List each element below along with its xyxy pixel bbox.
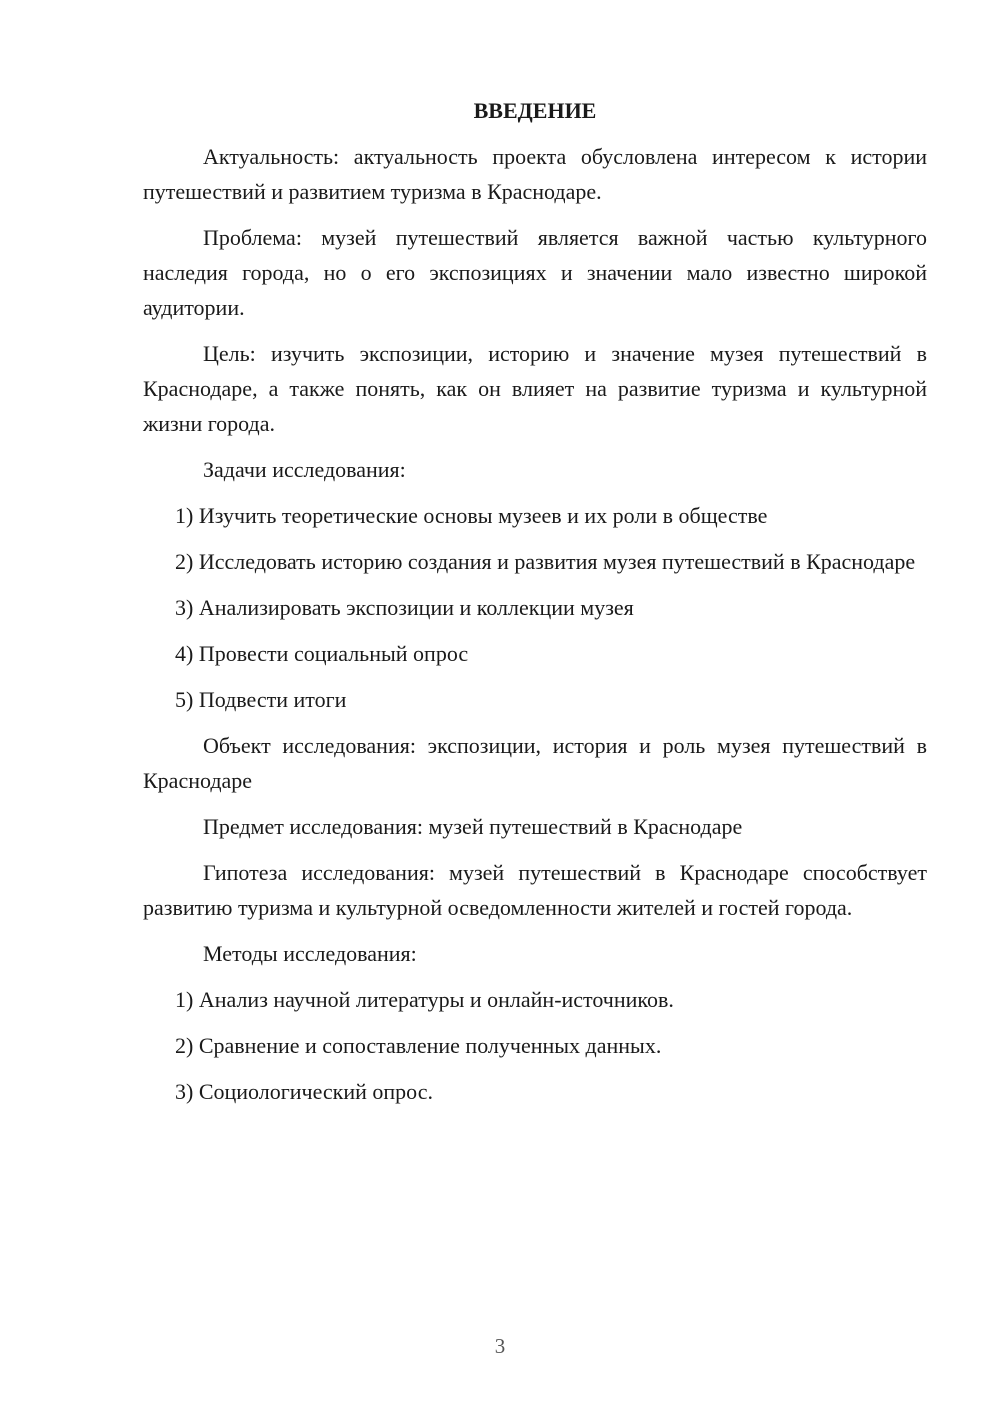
- task-item: 3) Анализировать экспозиции и коллекции музея: [175, 595, 634, 620]
- hypothesis-paragraph: Гипотеза исследования: музей путешествий в Краснодаре способствует развитию туризма и культурной осведомленности жителей и гостей города.: [143, 860, 927, 920]
- subject-paragraph: Предмет исследования: музей путешествий в Краснодаре: [203, 814, 743, 839]
- goal-paragraph: Цель: изучить экспозиции, историю и значение музея путешествий в Краснодаре, а также понять, как он влияет на развитие туризма и культурной жизни города.: [143, 341, 927, 436]
- page-content: [143, 93, 927, 1120]
- task-item: 1) Изучить теоретические основы музеев и их роли в обществе: [175, 503, 768, 528]
- task-item: 4) Провести социальный опрос: [175, 641, 469, 666]
- problem-paragraph: Проблема: музей путешествий является важной частью культурного наследия города, но о его экспозициях и значении мало известно широкой аудитории.: [143, 225, 927, 320]
- tasks-heading: Задачи исследования:: [203, 457, 406, 482]
- methods-heading: Методы исследования:: [203, 941, 417, 966]
- method-item: 1) Анализ научной литературы и онлайн-источников.: [175, 987, 674, 1012]
- object-paragraph: Объект исследования: экспозиции, история и роль музея путешествий в Краснодаре: [143, 733, 927, 793]
- page-number: 3: [494, 1334, 506, 1358]
- method-item: 2) Сравнение и сопоставление полученных данных.: [175, 1033, 662, 1058]
- task-item: 5) Подвести итоги: [175, 687, 347, 712]
- task-item: 2) Исследовать историю создания и развития музея путешествий в Краснодаре: [175, 549, 916, 574]
- section-title: ВВЕДЕНИЕ: [473, 98, 597, 123]
- method-item: 3) Социологический опрос.: [175, 1079, 433, 1104]
- relevance-paragraph: Актуальность: актуальность проекта обусловлена интересом к истории путешествий и развитием туризма в Краснодаре.: [143, 144, 927, 204]
